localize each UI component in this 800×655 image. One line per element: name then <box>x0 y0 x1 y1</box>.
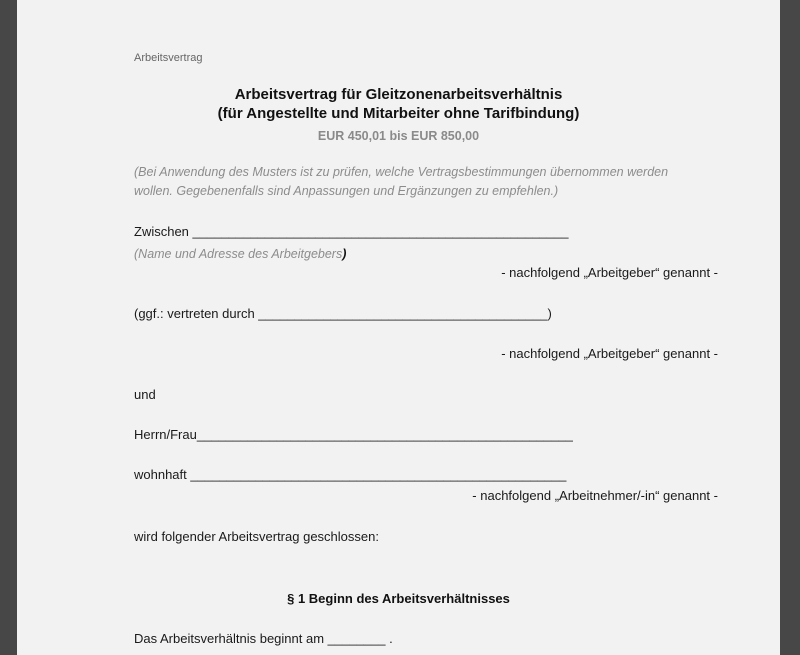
employer-name-note-paren: ) <box>342 247 347 261</box>
page-header: Arbeitsvertrag <box>134 52 203 64</box>
salary-range-subtitle: EUR 450,01 bis EUR 850,00 <box>317 129 480 143</box>
title-line-2: (für Angestellte und Mitarbeiter ohne Tarifbindung) <box>217 105 580 122</box>
and-text: und <box>134 387 156 402</box>
employee-address-line: wohnhaft ____________________________________________________ <box>134 467 567 482</box>
document-page <box>17 0 780 655</box>
title-line-1: Arbeitsvertrag für Gleitzonenarbeitsverhältnis <box>234 86 563 103</box>
role-employee-label: - nachfolgend „Arbeitnehmer/-in“ genannt - <box>472 488 718 503</box>
role-employer-label: - nachfolgend „Arbeitgeber“ genannt - <box>501 265 718 280</box>
start-date-line: Das Arbeitsverhältnis beginnt am ________ . <box>134 631 393 646</box>
employer-name-note <box>134 246 346 262</box>
contract-concluded-text: wird folgender Arbeitsvertrag geschlossen: <box>134 529 379 544</box>
right-window-border <box>780 0 800 655</box>
usage-note-line-2: wollen. Gegebenenfalls sind Anpassungen und Ergänzungen zu empfehlen.) <box>134 184 559 198</box>
role-employer-label-2: - nachfolgend „Arbeitgeber“ genannt - <box>501 346 718 361</box>
left-window-border <box>0 0 17 655</box>
represented-by-line: (ggf.: vertreten durch ________________________________________) <box>134 306 552 321</box>
usage-note-line-1: (Bei Anwendung des Musters ist zu prüfen, welche Vertragsbestimmungen übernommen werden <box>134 165 669 179</box>
section-1-heading: § 1 Beginn des Arbeitsverhältnisses <box>287 591 510 606</box>
employer-name-note-text: (Name und Adresse des Arbeitgebers <box>134 247 343 261</box>
between-employer-line: Zwischen ____________________________________________________ <box>134 224 569 239</box>
employee-name-line: Herrn/Frau____________________________________________________ <box>134 427 573 442</box>
